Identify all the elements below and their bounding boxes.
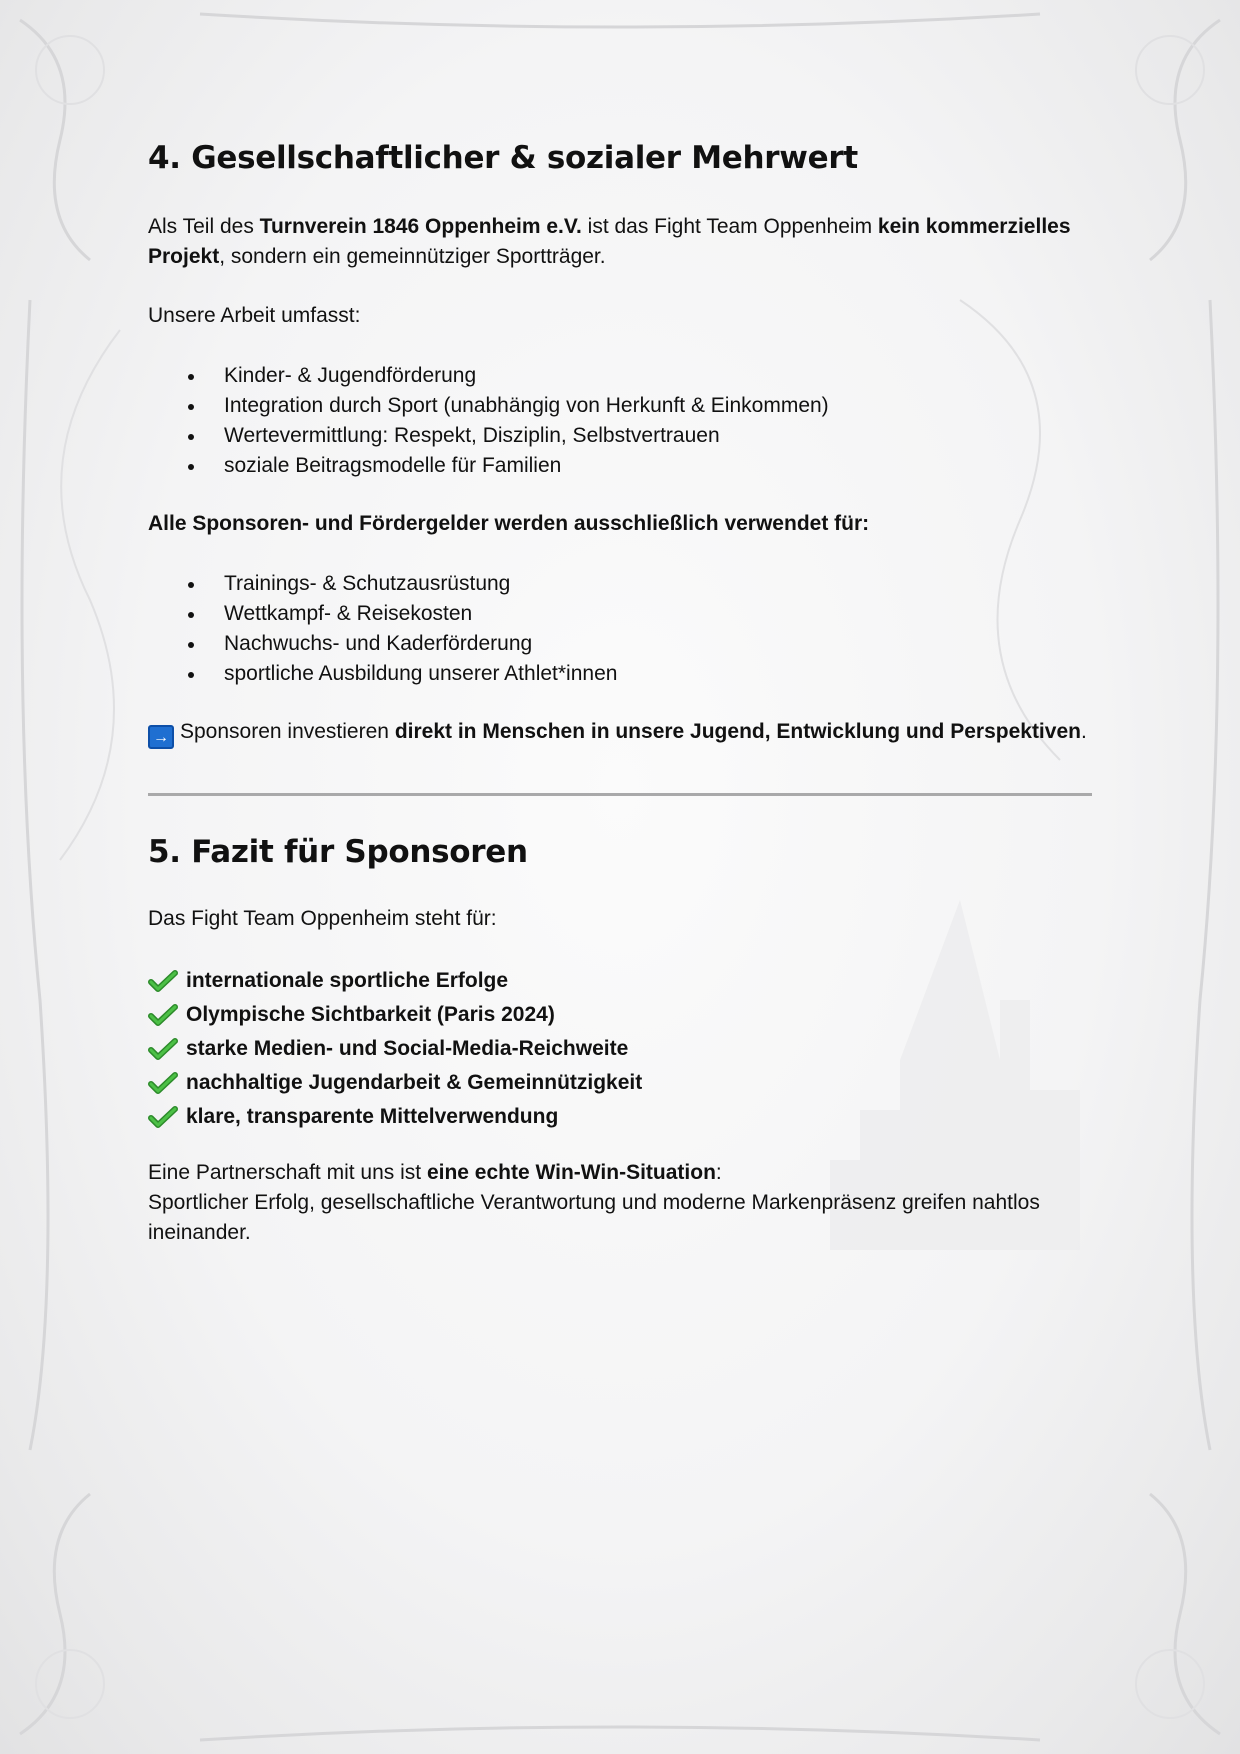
section-5-closing bbox=[148, 1158, 1098, 1248]
funds-label bbox=[148, 509, 1098, 539]
check-icon bbox=[148, 1003, 178, 1027]
closing-text-1: Eine Partnerschaft mit uns ist bbox=[148, 1161, 427, 1184]
checklist-item bbox=[148, 998, 1098, 1032]
checklist-item bbox=[148, 1100, 1098, 1134]
section-4-heading: 4. Gesellschaftlicher & sozialer Mehrwert bbox=[148, 140, 858, 176]
checklist-item-label: starke Medien- und Social-Media-Reichweite bbox=[186, 1037, 629, 1060]
check-icon bbox=[148, 1105, 178, 1129]
summary-text-2: . bbox=[1080, 720, 1087, 743]
intro-text-3: , sondern ein gemeinnütziger Sportträger. bbox=[219, 245, 606, 268]
checklist-item-label: nachhaltige Jugendarbeit & Gemeinnützigkeit bbox=[186, 1071, 643, 1094]
list-item: Kinder- & Jugendförderung bbox=[186, 361, 1098, 391]
intro-bold-noncommercial: kein kommerzielles Projekt bbox=[148, 215, 1071, 268]
list-item: Integration durch Sport (unabhängig von Herkunft & Einkommen) bbox=[186, 391, 1098, 421]
closing-text-2: : bbox=[715, 1161, 722, 1184]
checklist-item bbox=[148, 1066, 1098, 1100]
section-4-summary bbox=[148, 717, 1098, 749]
intro-text-1: Als Teil des bbox=[148, 215, 260, 238]
check-icon bbox=[148, 1071, 178, 1095]
checklist-item bbox=[148, 964, 1098, 998]
list-item: Trainings- & Schutzausrüstung bbox=[186, 569, 1098, 599]
summary-text-1: Sponsoren investieren bbox=[180, 720, 395, 743]
checklist-item-label: klare, transparente Mittelverwendung bbox=[186, 1105, 559, 1128]
funds-list bbox=[148, 569, 1098, 689]
section-4-intro bbox=[148, 212, 1098, 272]
summary-bold: direkt in Menschen in unsere Jugend, Entwicklung und Perspektiven bbox=[394, 720, 1081, 743]
list-item: Nachwuchs- und Kaderförderung bbox=[186, 629, 1098, 659]
check-icon bbox=[148, 969, 178, 993]
section-divider bbox=[148, 793, 1092, 796]
intro-bold-club: Turnverein 1846 Oppenheim e.V. bbox=[259, 215, 582, 238]
section-5-lead: Das Fight Team Oppenheim steht für: bbox=[148, 907, 497, 930]
list-item: Wettkampf- & Reisekosten bbox=[186, 599, 1098, 629]
checklist-item-label: internationale sportliche Erfolge bbox=[186, 969, 509, 992]
check-icon bbox=[148, 1037, 178, 1061]
section-5-heading: 5. Fazit für Sponsoren bbox=[148, 834, 528, 870]
arrow-right-icon: → bbox=[148, 725, 174, 749]
checklist-item bbox=[148, 1032, 1098, 1066]
work-label: Unsere Arbeit umfasst: bbox=[148, 304, 361, 327]
closing-line-2: Sportlicher Erfolg, gesellschaftliche Verantwortung und moderne Markenpräsenz greifen nahtlos ineinander. bbox=[148, 1191, 1040, 1244]
funds-label-bold: Alle Sponsoren- und Fördergelder werden ausschließlich verwendet für: bbox=[148, 512, 870, 535]
list-item: sportliche Ausbildung unserer Athlet*innen bbox=[186, 659, 1098, 689]
checklist-item-label: Olympische Sichtbarkeit (Paris 2024) bbox=[186, 1003, 555, 1026]
document-body bbox=[148, 140, 1098, 1248]
list-item: soziale Beitragsmodelle für Familien bbox=[186, 451, 1098, 481]
list-item: Wertevermittlung: Respekt, Disziplin, Selbstvertrauen bbox=[186, 421, 1098, 451]
closing-bold: eine echte Win-Win-Situation bbox=[426, 1161, 716, 1184]
work-list bbox=[148, 361, 1098, 481]
intro-text-2: ist das Fight Team Oppenheim bbox=[581, 215, 878, 238]
benefits-checklist bbox=[148, 964, 1098, 1134]
